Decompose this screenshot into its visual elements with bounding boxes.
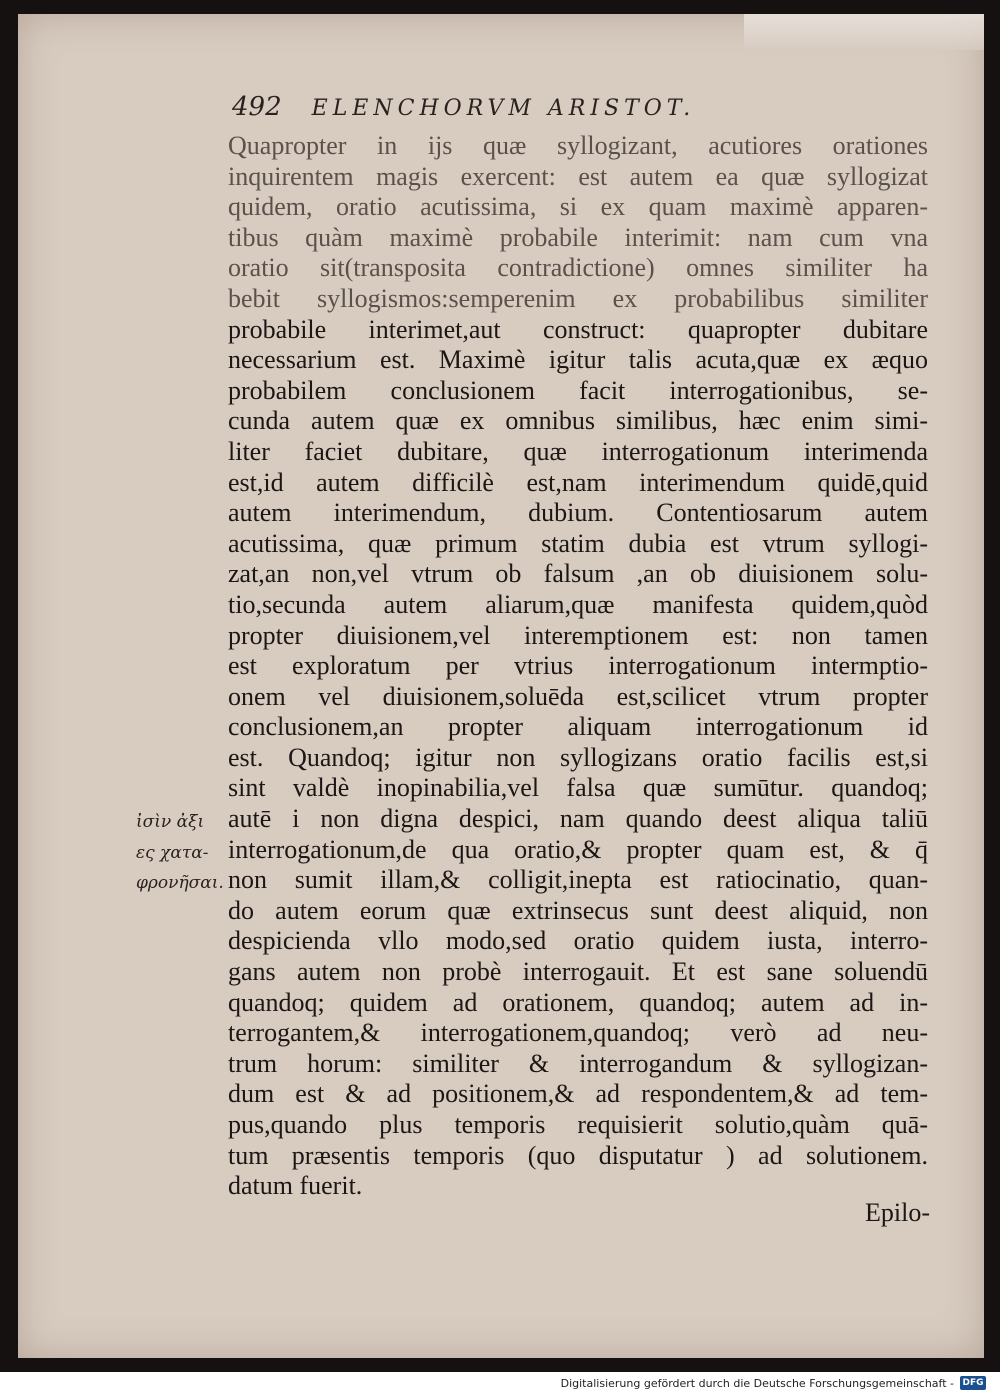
text-line: cunda autem quæ ex omnibus similibus, hæc enim simi- xyxy=(228,406,928,436)
text-line: dum est & ad positionem,& ad respondentem,& ad tem- xyxy=(228,1079,928,1109)
text-line: quidem, oratio acutissima, si ex quam maximè apparen- xyxy=(228,192,928,222)
catchword: Epilo- xyxy=(865,1198,930,1227)
text-line: trum horum: similiter & interrogandum & syllogizan- xyxy=(228,1048,928,1078)
text-line: despicienda vllo modo,sed oratio quidem iusta, interro- xyxy=(228,926,928,956)
running-title: ELENCHORVM ARISTOT. xyxy=(311,96,696,121)
text-line: est,id autem difficilè est,nam interimendum quidē,quid xyxy=(228,467,928,497)
text-line: conclusionem,an propter aliquam interrogationum id xyxy=(228,712,928,742)
text-line: inquirentem magis exercent: est autem ea quæ syllogizat xyxy=(228,161,928,191)
running-head xyxy=(232,92,832,126)
text-line: tio,secunda autem aliarum,quæ manifesta quidem,quòd xyxy=(228,589,928,619)
text-line: tibus quàm maximè probabile interimit: nam cum vna xyxy=(228,222,928,252)
footer-credit: Digitalisierung gefördert durch die Deutsche Forschungsgemeinschaft - xyxy=(560,1376,954,1390)
text-line: probabile interimet,aut construct: quapropter dubitare xyxy=(228,314,928,344)
text-line: sint valdè inopinabilia,vel falsa quæ sumūtur. quandoq; xyxy=(228,773,928,803)
text-line: onem vel diuisionem,soluēda est,scilicet vtrum propter xyxy=(228,681,928,711)
text-line: acutissima, quæ primum statim dubia est vtrum syllogi- xyxy=(228,528,928,558)
body-text xyxy=(228,131,928,1202)
text-line: liter faciet dubitare, quæ interrogationum interimenda xyxy=(228,436,928,466)
text-line: est. Quandoq; igitur non syllogizans oratio facilis est,si xyxy=(228,742,928,772)
text-line: bebit syllogismos:semperenim ex probabilibus similiter xyxy=(228,283,928,313)
margin-note xyxy=(136,807,232,899)
text-line: tum præsentis temporis (quo disputatur ) ad solutionem. xyxy=(228,1140,928,1170)
text-line: do autem eorum quæ extrinsecus sunt deest aliquid, non xyxy=(228,895,928,925)
text-line: interrogationum,de qua oratio,& propter quam est, & q̄ xyxy=(228,834,928,864)
text-line: oratio sit(transposita contradictione) omnes similiter ha xyxy=(228,253,928,283)
margin-note-line: ἰσὶν ἀξι xyxy=(136,812,205,832)
page-edge-highlight xyxy=(744,14,984,50)
text-line: necessarium est. Maximè igitur talis acuta,quæ ex æquo xyxy=(228,345,928,375)
text-line: datum fuerit. xyxy=(228,1171,363,1201)
text-line: gans autem non probè interrogauit. Et est sane soluendū xyxy=(228,957,928,987)
text-line: propter diuisionem,vel interemptionem est: non tamen xyxy=(228,620,928,650)
text-line: non sumit illam,& colligit,inepta est ratiocinatio, quan- xyxy=(228,865,928,895)
text-line: autem interimendum, dubium. Contentiosarum autem xyxy=(228,498,928,528)
text-line: quandoq; quidem ad orationem, quandoq; autem ad in- xyxy=(228,987,928,1017)
text-line: zat,an non,vel vtrum ob falsum ,an ob diuisionem solu- xyxy=(228,559,928,589)
text-line: pus,quando plus temporis requisierit solutio,quàm quā- xyxy=(228,1110,928,1139)
digitization-footer xyxy=(0,1372,1000,1394)
text-line: Quapropter in ijs quæ syllogizant, acutiores orationes xyxy=(228,131,928,160)
text-line: autē i non digna despici, nam quando deest aliqua taliū xyxy=(228,804,928,834)
text-line: est exploratum per vtrius interrogationum intermptio- xyxy=(228,651,928,681)
dfg-logo-icon: DFG xyxy=(960,1376,986,1390)
margin-note-line: φρονῆσαι. xyxy=(136,873,224,894)
page-number: 492 xyxy=(232,92,282,122)
text-line: terrogantem,& interrogationem,quandoq; verò ad neu- xyxy=(228,1018,928,1048)
margin-note-line: ες χατα- xyxy=(136,842,209,863)
text-line: probabilem conclusionem facit interrogationibus, se- xyxy=(228,375,928,405)
